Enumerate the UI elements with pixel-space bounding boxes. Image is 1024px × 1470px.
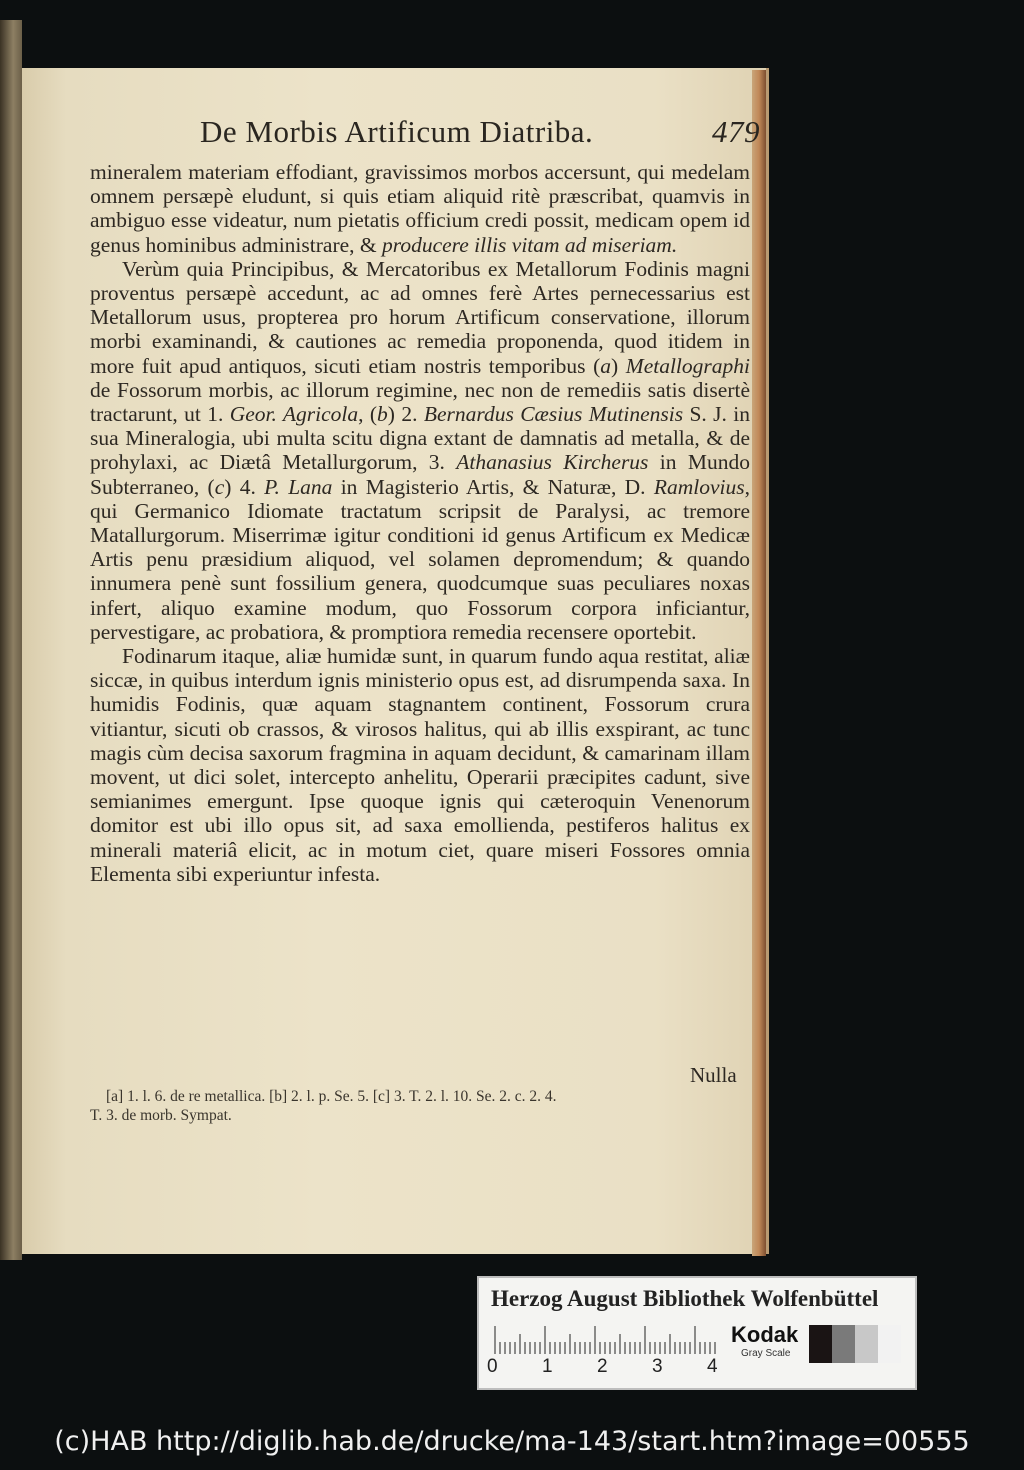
italic-text: P. Lana <box>264 474 333 499</box>
page-number: 479 <box>712 114 760 149</box>
library-name: Herzog August Bibliothek Wolfenbüttel <box>491 1286 879 1311</box>
library-label <box>477 1276 917 1390</box>
text-run: ) <box>611 353 626 378</box>
italic-text: a <box>600 353 612 378</box>
text-run: Fodinarum itaque, aliæ humidæ sunt, in quarum fundo aqua restitat, aliæ siccæ, in quibus interdum ignis ministerio opus est, ad disrumpenda saxa. In humidis Fodinis, quæ aquam stagnantem continent, Fossorum crura vitiantur, sicuti ob crassos, & virosos halitus, qui ab illis exspirant, ac tunc magis cùm decisa saxorum fragmina in aquam decidunt, & camarinam illam movent, ut dici solet, intercepto anhelitu, Operarii præcipites cadunt, sive semianimes emergunt. Ipse quoque ignis qui cæteroquin Venenorum domitor est ubi illo opus sit, ad saxa emollienda, pestiferos halitus ex minerali materiâ elicit, ac in motum ciet, quare miseri Fossores omnia Elementa sibi experiuntur infesta. <box>90 644 750 886</box>
italic-text: Metallographi <box>625 353 750 378</box>
ruler-numbers <box>487 1356 727 1380</box>
gray-swatch <box>809 1325 832 1363</box>
text-run: ) 4. <box>224 474 265 499</box>
text-run: mineralem materiam effodiant, gravissimos morbos accersunt, qui medelam omnem persæpè eludunt, si quis etiam aliquid ritè præscribat, quamvis in ambiguo esse videatur, num pietatis officium credi possit, medicam opem id genus hominibus administrare, & <box>90 160 750 257</box>
gray-scale-swatches <box>809 1325 901 1363</box>
footnotes <box>90 1087 750 1125</box>
text-run: S. J. in sua Mineralogia, ubi multa scitu digna extant de damnatis ad metalla, & de prohylaxi, ac Diætâ Metallurgorum, 3. <box>90 402 750 475</box>
italic-text: Geor. Agricola <box>229 402 359 427</box>
gray-swatch <box>855 1325 878 1363</box>
text-run: ) 2. <box>387 402 424 427</box>
italic-text: producere illis vitam ad miseriam. <box>382 232 678 257</box>
footnote-line: [a] 1. l. 6. de re metallica. [b] 2. l. p. Se. 5. [c] 3. T. 2. l. 10. Se. 2. c. 2. 4. <box>106 1088 557 1105</box>
italic-text: b <box>377 402 388 427</box>
running-head <box>200 112 760 156</box>
ruler-number: 2 <box>597 1356 608 1377</box>
page-fore-edge <box>752 70 766 1256</box>
kodak-logo: Kodak <box>731 1322 799 1347</box>
ruler-number: 0 <box>487 1356 498 1377</box>
catchword: Nulla <box>690 1063 737 1087</box>
gray-swatch <box>832 1325 855 1363</box>
running-title: De Morbis Artificum Diatriba. <box>200 114 594 149</box>
ruler-number: 4 <box>707 1356 718 1377</box>
text-run: in Magisterio Artis, & Naturæ, D. <box>332 474 654 499</box>
gray-scale-label: Gray Scale <box>741 1348 791 1359</box>
text-run: de Fossorum morbis, ac illorum regimine, nec non de remediis satis disertè tractarunt, ut 1. <box>90 377 750 427</box>
body-text <box>90 160 750 886</box>
paragraph <box>90 644 750 886</box>
paragraph <box>90 257 750 644</box>
italic-text: Athanasius Kircherus <box>456 450 649 475</box>
text-run: in Mundo Subterraneo, ( <box>90 450 750 499</box>
text-run: , qui Germanico Idiomate tractatum scripsit de Paralysi, ac tremore Matallurgorum. Miserrimæ igitur conditioni id genus Artificum ex Medicæ Artis penu præsidium aliquod, vel solamen depromendum; & quando innumera penè sunt fossilium genera, quodcumque suas peculiares noxas infert, aliquo examine modum, quo Fossorum corpora inficiantur, pervestigare, ac probatiora, & promptiora remedia recensere oportebit. <box>90 474 750 644</box>
gray-swatch <box>878 1325 901 1363</box>
paragraph <box>90 160 750 257</box>
italic-text: c <box>214 474 225 499</box>
ruler-number: 1 <box>542 1356 553 1377</box>
ruler-number: 3 <box>652 1356 663 1377</box>
facing-page-edge <box>0 20 22 1260</box>
copyright-url: (c)HAB http://diglib.hab.de/drucke/ma-143/start.htm?image=00555 <box>54 1426 970 1457</box>
text-run: Verùm quia Principibus, & Mercatoribus ex Metallorum Fodinis magni proventus persæpè accedunt, ac ad omnes ferè Artes pernecessarius est Metallorum usus, propterea pro horum Artificum conservatione, illorum morbi examinandi, & cautiones ac remedia proponenda, quod itidem in more fuit apud antiquos, sicuti etiam nostris temporibus ( <box>90 256 750 378</box>
scale-ruler <box>491 1324 717 1354</box>
footnote-line: T. 3. de morb. Sympat. <box>90 1107 232 1124</box>
italic-text: Bernardus Cæsius Mutinensis <box>423 402 684 427</box>
text-run: , ( <box>358 402 378 427</box>
italic-text: Ramlovius <box>653 474 745 499</box>
